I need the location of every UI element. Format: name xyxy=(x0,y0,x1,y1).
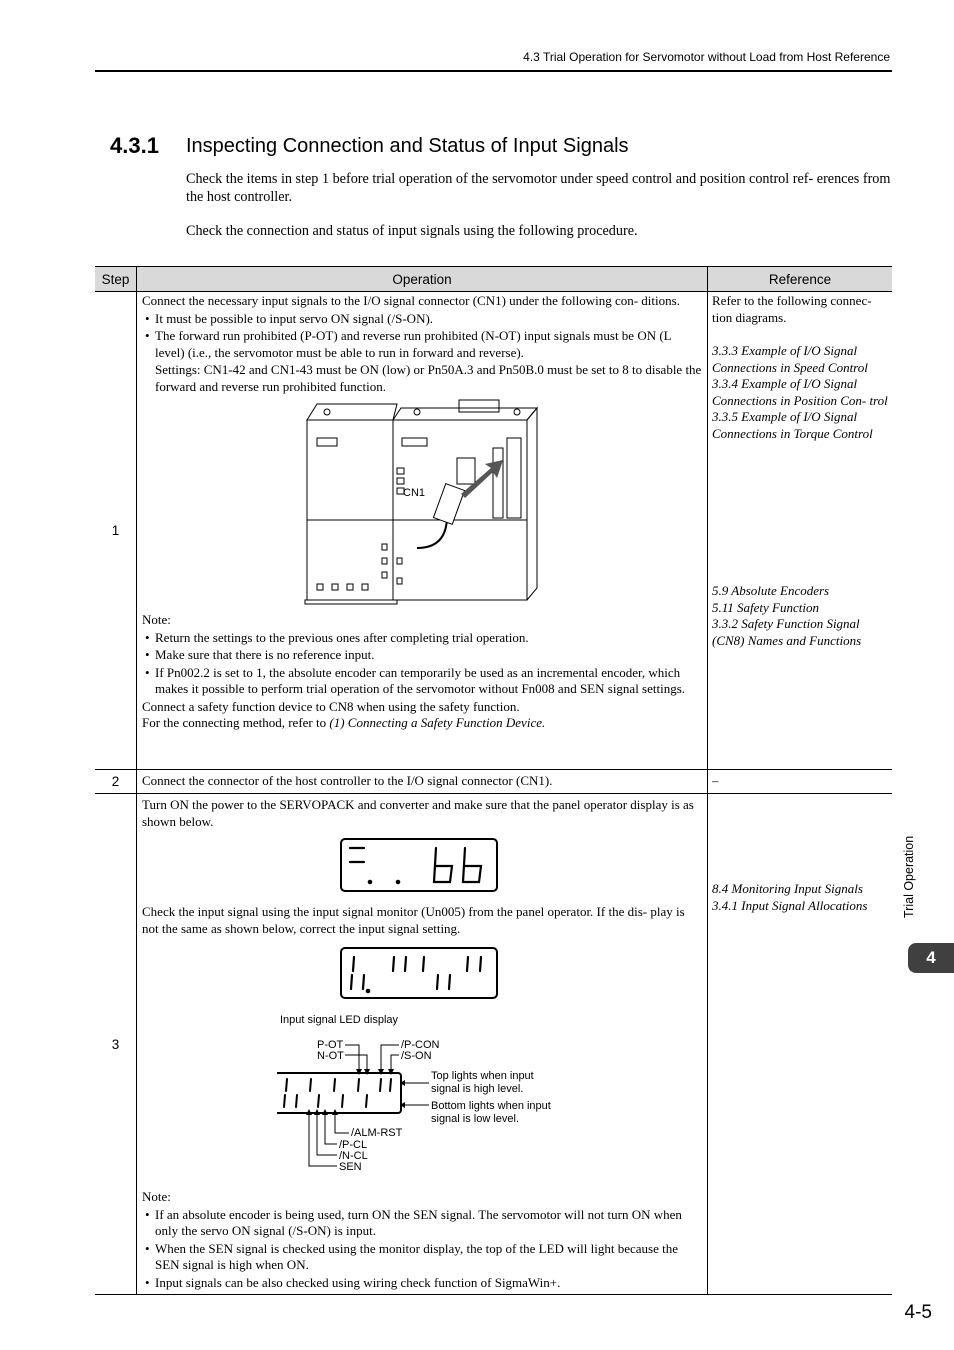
table-header-row xyxy=(95,267,892,292)
reference-cell: – xyxy=(708,770,893,794)
header-rule xyxy=(95,70,892,72)
reference-link[interactable]: 3.4.1 Input Signal Allocations xyxy=(712,897,868,913)
settings-text: Settings: CN1-42 and CN1-43 must be ON (low) or Pn50A.3 and Pn50B.0 must be set to 8 to disable the forward and reverse run prohibited function. xyxy=(155,362,702,394)
note-label: Note: xyxy=(142,612,171,627)
reference-cell xyxy=(708,292,893,770)
operation-text: Turn ON the power to the SERVOPACK and converter and make sure that the panel operator display is as shown below. xyxy=(142,797,694,829)
p-con-label: /P-CON xyxy=(401,1039,440,1051)
p-ot-label: P-OT xyxy=(317,1039,344,1051)
bottom-lights-label xyxy=(431,1100,554,1125)
reference-link[interactable]: 3.3.3 Example of I/O Signal Connections in Speed Control xyxy=(712,343,868,375)
intro-paragraph-1: Check the items in step 1 before trial operation of the servomotor under speed control and position control ref- erences from the host controller. xyxy=(186,171,891,205)
procedure-table xyxy=(95,266,892,1295)
bottom-lights-text: Bottom lights when input xyxy=(431,1100,551,1112)
reference-link[interactable]: 5.11 Safety Function xyxy=(712,599,819,615)
list-item: • The forward run prohibited (P-OT) and reverse run prohibited (N-OT) input signals must be ON (L level) (i.e., the servomotor must be able to run in forward and reverse). xyxy=(142,328,702,361)
safety-reference-prefix: For the connecting method, refer to xyxy=(142,715,330,730)
annotation-line: signal is low level. xyxy=(431,1113,520,1125)
table-row xyxy=(95,292,892,770)
operation-intro: Connect the necessary input signals to the I/O signal connector (CN1) under the following con- ditions. xyxy=(142,293,680,308)
reference-link[interactable]: 8.4 Monitoring Input Signals xyxy=(712,881,863,896)
list-item: • Return the settings to the previous ones after completing trial operation. xyxy=(142,630,702,647)
header-step: Step xyxy=(95,267,137,292)
sen-label: SEN xyxy=(339,1161,362,1173)
reference-link[interactable]: 3.3.4 Example of I/O Signal Connections in Position Con- trol xyxy=(712,376,888,408)
list-item: • If Pn002.2 is set to 1, the absolute encoder can temporarily be used as an incremental encoder, which makes it possible to perform trial operation of the servomotor without Fn008 and SEN signal settings. xyxy=(142,665,702,698)
note-label: Note: xyxy=(142,1189,171,1204)
list-item: • If an absolute encoder is being used, turn ON the SEN signal. The servomotor will not turn ON when only the servo ON signal (/S-ON) is input. xyxy=(142,1207,702,1240)
safety-text: Connect a safety function device to CN8 when using the safety function. xyxy=(142,698,520,714)
intro-paragraph-2: Check the connection and status of input signals using the following procedure. xyxy=(186,223,638,239)
top-lights-text: Top lights when input xyxy=(431,1070,534,1082)
operation-text: Check the input signal using the input signal monitor (Un005) from the panel operator. If the dis- play is not the same as shown below, correct the input signal setting. xyxy=(142,904,685,936)
led-signal-diagram xyxy=(277,1011,607,1181)
cn1-label: CN1 xyxy=(403,487,426,499)
reference-intro: Refer to the following connec- tion diagrams. xyxy=(712,293,872,325)
panel-display-bb xyxy=(340,838,498,892)
header-reference: Reference xyxy=(708,267,893,292)
step-number: 2 xyxy=(95,770,137,794)
operation-cell xyxy=(137,292,708,770)
led-display-title: Input signal LED display xyxy=(280,1014,399,1026)
chapter-tab[interactable]: 4 xyxy=(908,943,954,973)
p-cl-label: /P-CL xyxy=(339,1139,368,1151)
top-lights-label xyxy=(431,1070,537,1095)
servopack-illustration xyxy=(297,398,545,606)
table-row xyxy=(95,794,892,1295)
table-row xyxy=(95,770,892,794)
alm-rst-label: /ALM-RST xyxy=(351,1127,403,1139)
list-item: • Input signals can be also checked using wiring check function of SigmaWin+. xyxy=(142,1275,702,1292)
side-tab-label: Trial Operation xyxy=(902,835,916,918)
list-item: • When the SEN signal is checked using the monitor display, the top of the LED will light because the SEN signal is high when ON. xyxy=(142,1241,702,1274)
safety-reference-link[interactable]: (1) Connecting a Safety Function Device. xyxy=(329,715,546,730)
annotation-line: signal is high level. xyxy=(431,1083,524,1095)
safety-reference xyxy=(142,715,702,732)
panel-display-input-monitor xyxy=(340,947,498,999)
list-item: • It must be possible to input servo ON signal (/S-ON). xyxy=(142,311,702,328)
reference-link[interactable]: 3.3.5 Example of I/O Signal Connections in Torque Control xyxy=(712,409,873,441)
n-cl-label: /N-CL xyxy=(339,1150,368,1162)
header-operation: Operation xyxy=(137,267,708,292)
operation-cell xyxy=(137,794,708,1295)
step-number: 1 xyxy=(95,292,137,770)
operation-cell: Connect the connector of the host controller to the I/O signal connector (CN1). xyxy=(137,770,708,794)
page-number: 4-5 xyxy=(904,1302,932,1323)
n-ot-label: N-OT xyxy=(317,1050,344,1062)
reference-link[interactable]: 5.9 Absolute Encoders xyxy=(712,583,830,598)
s-on-label: /S-ON xyxy=(401,1050,432,1062)
list-item: • Make sure that there is no reference input. xyxy=(142,647,702,664)
step-number: 3 xyxy=(95,794,137,1295)
reference-link[interactable]: 3.3.2 Safety Function Signal (CN8) Names and Functions xyxy=(712,616,862,648)
section-number: 4.3.1 xyxy=(110,133,159,158)
section-title: Inspecting Connection and Status of Input Signals xyxy=(186,135,629,157)
running-header: 4.3 Trial Operation for Servomotor without Load from Host Reference xyxy=(523,50,890,64)
reference-cell xyxy=(708,794,893,1295)
